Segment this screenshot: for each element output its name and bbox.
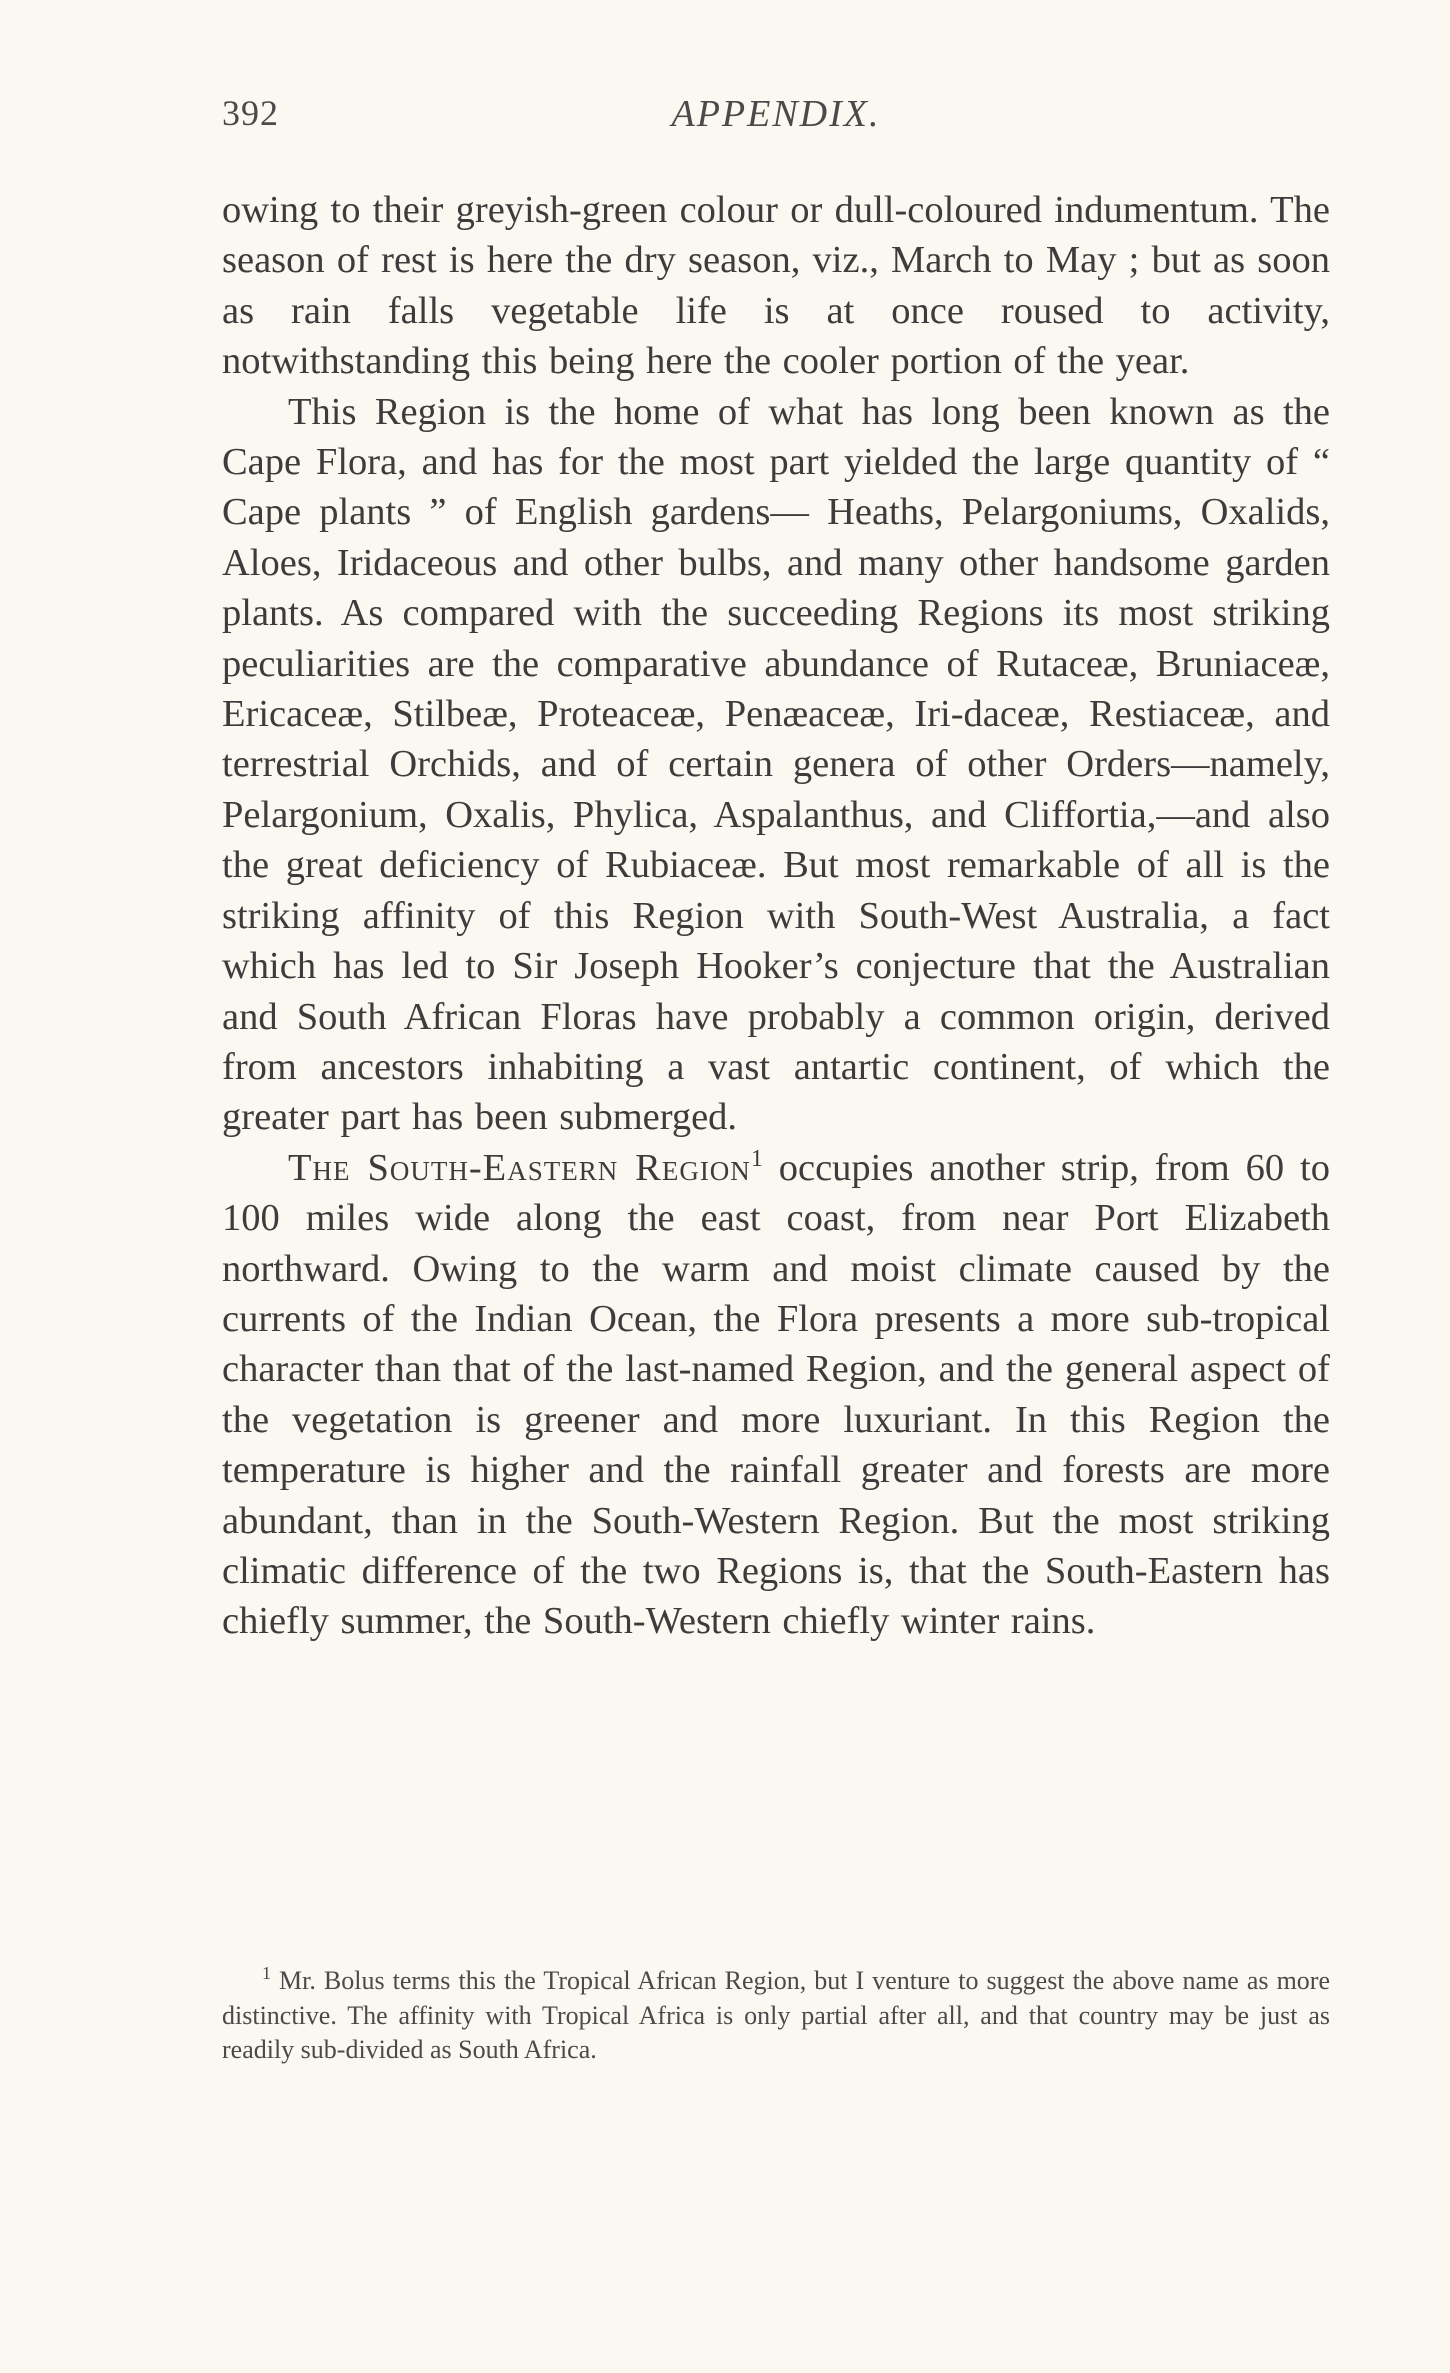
paragraph-south-eastern-text: occupies another strip, from 60 to 100 miles wide along the east coast, from near Port Elizabeth northward. Owing to the warm and moist climate caused by the currents of the Indian Ocean, the Flora presents a more sub-tropical character than that of the last-named Region, and the general aspect of the vegetation is greener and more luxuriant. In this Region the temperature is higher and the rainfall greater and forests are more abundant, than in the South-Western Region. But the most striking climatic difference of the two Regions is, that the South-Eastern has chiefly summer, the South-Western chiefly winter rains. xyxy=(222,1146,1330,1643)
paragraph-cape-flora: This Region is the home of what has long been known as the Cape Flora, and has for the most part yielded the large quantity of “ Cape plants ” of English gardens— Heaths, Pelargoniums, Oxalids, Aloes, Iridaceous and other bulbs, and many other handsome garden plants. As compared with the succeeding Regions its most striking peculiarities are the comparative abundance of Rutaceæ, Bruniaceæ, Ericaceæ, Stilbeæ, Proteaceæ, Penæaceæ, Iri-daceæ, Restiaceæ, and terrestrial Orchids, and of certain genera of other Orders—namely, Pelargonium, Oxalis, Phylica, Aspalanthus, and Cliffortia,—and also the great deficiency of Rubiaceæ. But most remarkable of all is the striking affinity of this Region with South-West Australia, a fact which has led to Sir Joseph Hooker’s conjecture that the Australian and South African Floras have probably a common origin, derived from ancestors inhabiting a vast antartic continent, of which the greater part has been submerged. xyxy=(222,390,1330,1139)
region-heading: The South-Eastern Region xyxy=(288,1146,751,1189)
body-text xyxy=(222,185,1330,1647)
running-head xyxy=(222,92,1330,142)
paragraph-continued: owing to their greyish-green colour or dull-coloured indumentum. The season of rest is here the dry season, viz., March to May ; but as soon as rain falls vegetable life is at once roused to activity, notwithstanding this being here the cooler portion of the year. xyxy=(222,189,1330,383)
footnote-marker: 1 xyxy=(262,1963,271,1983)
footnote-reference: 1 xyxy=(750,1145,763,1172)
running-title: APPENDIX. xyxy=(671,93,881,135)
paragraph-south-eastern-region xyxy=(222,1143,1330,1647)
footnote-text: Mr. Bolus terms this the Tropical African Region, but I venture to suggest the above name as more distinctive. The affinity with Tropical Africa is only partial after all, and that country may be just as readily sub-divided as South Africa. xyxy=(222,1966,1330,2064)
page-number: 392 xyxy=(222,93,279,133)
footnote xyxy=(222,1964,1330,2068)
